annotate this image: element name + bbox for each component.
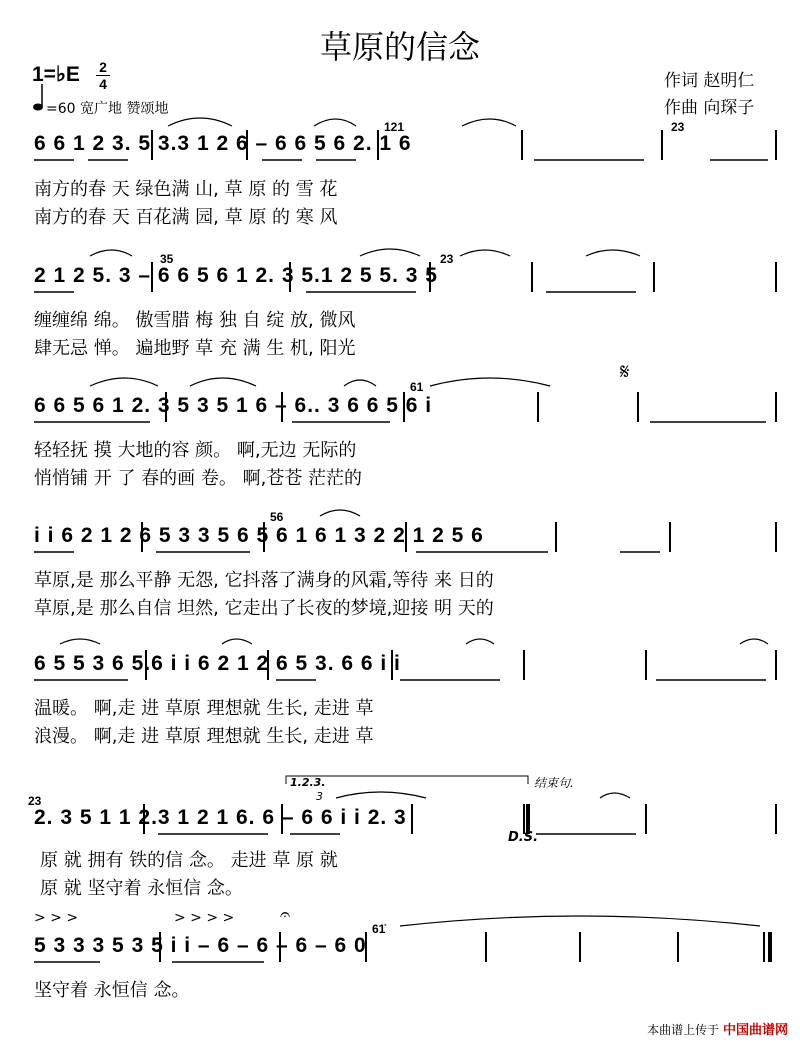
bar-lines <box>142 130 776 962</box>
accent-marks-1: > > > <box>34 910 79 926</box>
tie-slurs <box>60 118 768 926</box>
beam-underlines <box>34 160 768 962</box>
accent-marks-2: > > > > <box>174 910 235 926</box>
lyric-row-3-verse-1: 轻轻抚 摸 大地的容 颜。 啊,无边 无际的 <box>34 440 357 461</box>
fermata-icon: 𝄐 <box>280 904 291 925</box>
segno-icon: 𝄋 <box>620 360 630 385</box>
meter-bottom: 4 <box>99 76 107 92</box>
lyric-row-4-verse-1: 草原,是 那么平静 无怨, 它抖落了满身的风霜,等待 来 日的 <box>34 570 494 591</box>
notation-row-5: 6 5 5 3 6 5.6 i i 6 2 1 2 6 5 3. 6 6 i i <box>34 652 401 675</box>
site-logo: 中国曲谱网 <box>722 1023 788 1038</box>
notation-row-4: i i 6 2 1 2 6 5 3 3 5 6 5 6 1 6 1 3 2 2 1 2 5 6 <box>34 524 484 547</box>
lyric-row-4-verse-2: 草原,是 那么自信 坦然, 它走出了长夜的梦境,迎接 明 天的 <box>34 598 494 619</box>
lyric-row-6-verse-2: 原 就 坚守着 永恒信 念。 <box>40 878 243 899</box>
footer-text: 本曲谱上传于 <box>647 1023 720 1037</box>
lyric-row-5-verse-1: 温暖。 啊,走 进 草原 理想就 生长, 走进 草 <box>34 698 374 719</box>
composer-credit: 作曲 向琛子 <box>664 98 755 118</box>
grace-note-6: 56 <box>270 510 284 524</box>
grace-note-2: 23 <box>671 120 685 134</box>
grace-note-8: 61̇ <box>372 922 386 936</box>
notation-row-1: 6 6 1 2 3. 5 3.3 1 2 6 – 6 6 5 6 2. 1 6 <box>34 132 412 155</box>
song-title: 草原的信念 <box>319 28 480 66</box>
meter-top: 2 <box>99 59 107 75</box>
triplet-mark: 3 <box>316 790 323 803</box>
grace-note-4: 23 <box>440 252 454 266</box>
lyric-row-1-verse-1: 南方的春 天 绿色满 山, 草 原 的 雪 花 <box>34 179 338 200</box>
notation-row-2: 2 1 2 5. 3 – 6 6 5 6 1 2. 3 5.1 2 5 5. 3 5 <box>34 264 438 287</box>
lyric-row-3-verse-2: 悄悄铺 开 了 春的画 卷。 啊,苍苍 茫茫的 <box>34 468 363 489</box>
grace-note-7: 23 <box>28 794 42 808</box>
lyric-row-2-verse-2: 肆无忌 惮。 遍地野 草 充 满 生 机, 阳光 <box>34 338 356 359</box>
volta-end-label: 结束句. <box>534 776 574 790</box>
grace-note-5: 61 <box>410 380 424 394</box>
volta-bracket <box>286 776 528 784</box>
notation-row-3: 6 6 5 6 1 2. 3 5 3 5 1 6 – 6.. 3 6 6 5 6 i <box>34 394 433 417</box>
lyric-row-7-verse-1: 坚守着 永恒信 念。 <box>34 980 190 1001</box>
lyricist-credit: 作词 赵明仁 <box>664 71 755 91</box>
key-signature: 1=♭E <box>32 63 80 86</box>
lyric-row-5-verse-2: 浪漫。 啊,走 进 草原 理想就 生长, 走进 草 <box>34 726 374 747</box>
volta-bracket-label: 1.2.3. <box>290 776 326 789</box>
tempo-marking: =60 宽广地 赞颂地 <box>46 101 169 117</box>
grace-note-3: 35 <box>160 252 174 266</box>
dal-segno-mark: D.S. <box>508 830 539 845</box>
grace-note-1: 121 <box>384 120 405 134</box>
lyric-row-6-verse-1: 原 就 拥有 铁的信 念。 走进 草 原 就 <box>40 850 338 871</box>
lyric-row-2-verse-1: 缠缠绵 绵。 傲雪腊 梅 独 自 绽 放, 微风 <box>34 310 356 331</box>
notation-row-7: 5 3 3 3 5 3 5 i i – 6 – 6 – 6 – 6 0 <box>34 934 367 957</box>
lyric-row-1-verse-2: 南方的春 天 百花满 园, 草 原 的 寒 风 <box>34 207 338 228</box>
notation-row-6: 2. 3 5 1 1 2.3 1 2 1 6. 6 – 6 6 i i 2. 3 <box>34 806 407 829</box>
